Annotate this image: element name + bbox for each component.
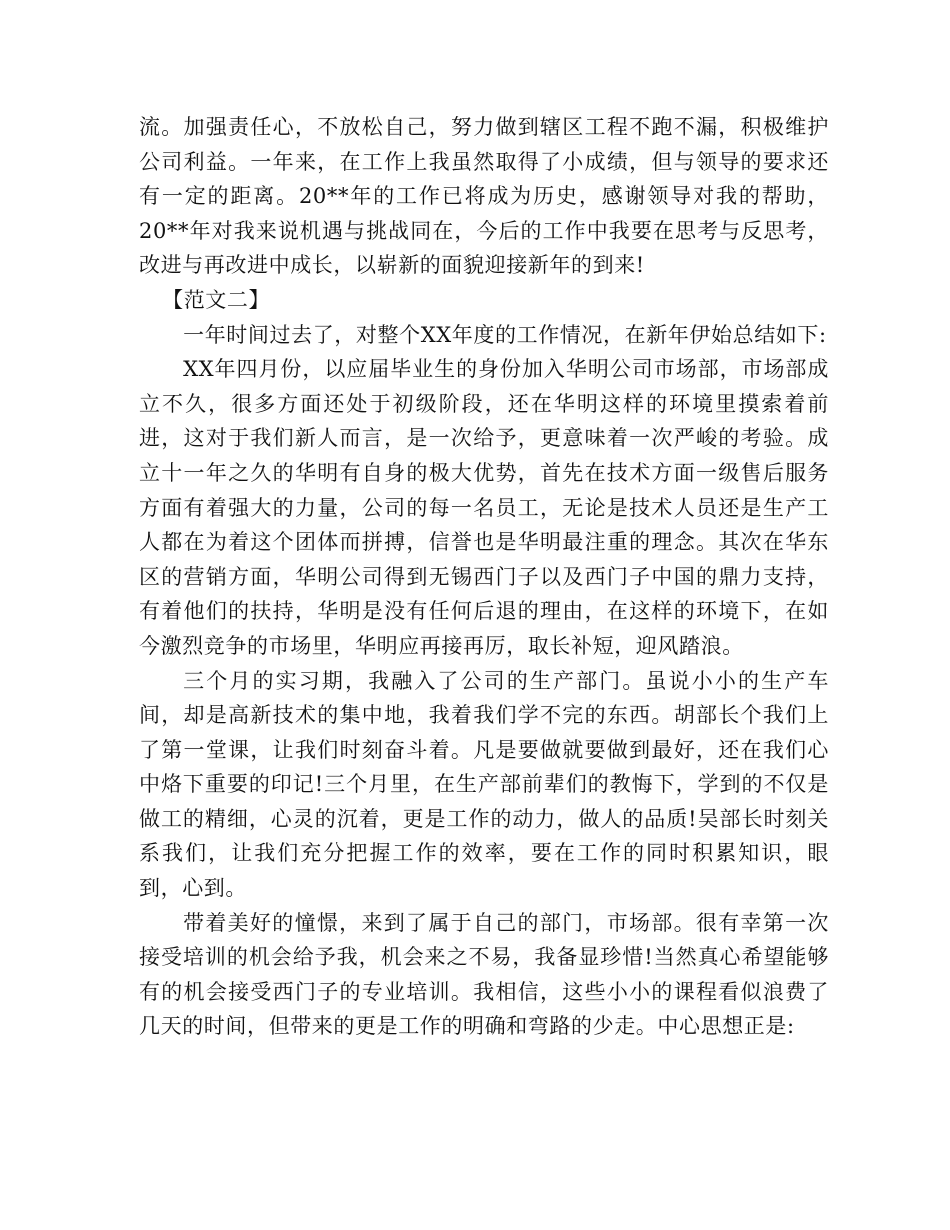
paragraph-internship: 三个月的实习期，我融入了公司的生产部门。虽说小小的生产车间，却是高新技术的集中地，我着我们学不完的东西。胡部长个我们上了第一堂课，让我们时刻奋斗着。凡是要做就要做到最好，还在我们心中烙下重要的印记!三个月里，在生产部前辈们的教悔下，学到的不仅是做工的精细，心灵的沉着，更是工作的动力，做人的品质!吴部长时刻关系我们，让我们充分把握工作的效率，要在工作的同时积累知识，眼到，心到。	[139, 668, 829, 901]
document-body	[139, 110, 829, 1044]
section-heading: 【范文二】	[162, 287, 271, 312]
paragraph-company: XX年四月份，以应届毕业生的身份加入华明公司市场部，市场部成立不久，很多方面还处于初级阶段，还在华明这样的环境里摸索着前进，这对于我们新人而言，是一次给予，更意味着一次严峻的考验。成立十一年之久的华明有自身的极大优势，首先在技术方面一级售后服务方面有着强大的力量，公司的每一名员工，无论是技术人员还是生产工人都在为着这个团体而拼搏，信誉也是华明最注重的理念。其次在华东区的营销方面，华明公司得到无锡西门子以及西门子中国的鼎力支持，有着他们的扶持，华明是没有任何后退的理由，在这样的环境下，在如今激烈竞争的市场里，华明应再接再厉，取长补短，迎风踏浪。	[139, 357, 829, 658]
paragraph-training: 带着美好的憧憬，来到了属于自己的部门，市场部。很有幸第一次接受培训的机会给予我，机会来之不易，我备显珍惜!当然真心希望能够有的机会接受西门子的专业培训。我相信，这些小小的课程看似浪费了几天的时间，但带来的更是工作的明确和弯路的少走。中心思想正是:	[139, 910, 829, 1039]
paragraph-continuation: 流。加强责任心，不放松自己，努力做到辖区工程不跑不漏，积极维护公司利益。一年来，在工作上我虽然取得了小成绩，但与领导的要求还有一定的距离。20**年的工作已将成为历史，感谢领导对我的帮助，20**年对我来说机遇与挑战同在，今后的工作中我要在思考与反思考，改进与再改进中成长，以崭新的面貌迎接新年的到来!	[139, 115, 829, 278]
paragraph-intro: 一年时间过去了，对整个XX年度的工作情况，在新年伊始总结如下:	[183, 322, 827, 347]
